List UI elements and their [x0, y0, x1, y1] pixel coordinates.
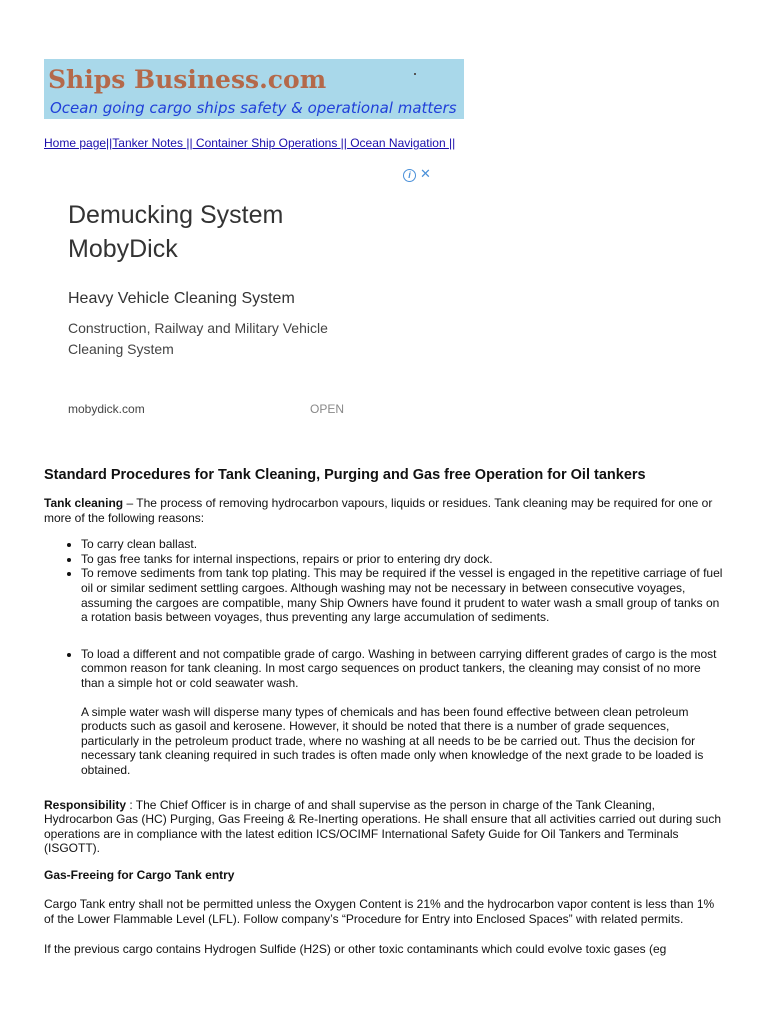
- responsibility-text: : The Chief Officer is in charge of and shall supervise as the person in charge of the Tank Cleaning, Hydrocarbon Gas (HC) Purging, Gas Freeing & Re-Inerting operations. He shall ensure that all activities carried out during such operations are in compliance with the latest edition ICS/OCIMF International Safety Guide for Oil Tankers and Terminals (ISGOTT).: [44, 797, 721, 856]
- site-banner[interactable]: [44, 59, 464, 119]
- tank-cleaning-text: – The process of removing hydrocarbon vapours, liquids or residues. Tank cleaning may be required for one or more of the following reasons:: [44, 496, 713, 525]
- tank-cleaning-paragraph: [44, 496, 724, 525]
- reasons-list: [44, 537, 724, 625]
- info-icon[interactable]: i: [403, 169, 416, 182]
- list-item: [81, 647, 724, 778]
- list-spacer: [44, 625, 724, 647]
- ad-open-button[interactable]: OPEN: [310, 402, 345, 416]
- close-icon[interactable]: ✕: [420, 166, 431, 181]
- article-title: Standard Procedures for Tank Cleaning, Purging and Gas free Operation for Oil tankers: [44, 467, 646, 483]
- gas-freeing-heading-text: Gas-Freeing for Cargo Tank entry: [44, 867, 235, 882]
- nav-link-tanker-notes[interactable]: Tanker Notes: [112, 136, 187, 150]
- nav-separator: ||: [340, 136, 347, 150]
- top-navigation: [44, 136, 455, 150]
- nav-separator: ||: [106, 136, 113, 150]
- list-item: • To gas free tanks for internal inspections, repairs or prior to entering dry dock.: [81, 552, 724, 567]
- nav-separator: ||: [448, 136, 456, 150]
- gas-freeing-paragraph: Cargo Tank entry shall not be permitted unless the Oxygen Content is 21% and the hydrocarbon vapor content is less than 1% of the Lower Flammable Level (LFL). Follow company’s “Procedure for Entry into Enclosed Spaces” with related permits.: [44, 897, 715, 927]
- ad-domain[interactable]: mobydick.com: [68, 402, 145, 416]
- section-spacer: [44, 778, 724, 798]
- article: [44, 466, 724, 968]
- previous-cargo-paragraph: If the previous cargo contains Hydrogen Sulfide (H2S) or other toxic contaminants which could evolve toxic gases (eg: [44, 941, 667, 956]
- nav-link-home[interactable]: Home page: [44, 136, 107, 150]
- nav-separator: ||: [186, 136, 193, 150]
- nav-link-container-ship-operations[interactable]: Container Ship Operations: [192, 136, 341, 150]
- ad-controls: [403, 166, 435, 182]
- tank-cleaning-label: Tank cleaning: [44, 496, 124, 510]
- reason-grade-followup: A simple water wash will disperse many types of chemicals and has been found effective between clean petroleum products such as gasoil and kerosene. However, it should be noted that there is a number of grade sequences, particularly in the petroleum product trade, where no washing at all needs to be be carried out. Thus the decision for necessary tank cleaning required in such trades is often made only when knowledge of the next grade to be loaded is obtained.: [81, 704, 704, 777]
- ad-description: Construction, Railway and Military Vehicle Cleaning System: [68, 320, 328, 357]
- reasons-list-grade: [44, 647, 724, 778]
- gas-freeing-heading: [44, 868, 724, 883]
- banner-dot: [414, 73, 416, 75]
- ad-headline[interactable]: Demucking System MobyDick: [68, 201, 284, 263]
- site-title: Ships Business.com: [48, 65, 327, 94]
- reason-grade-text: To load a different and not compatible grade of cargo. Washing in between carrying different grades of cargo is the most common reason for tank cleaning. In most cargo sequences on product tankers, the cleaning may consist of no more than a simple hot or cold seawater wash.: [81, 646, 717, 690]
- nav-link-ocean-navigation[interactable]: Ocean Navigation: [346, 136, 449, 150]
- list-item: • To carry clean ballast.: [81, 537, 724, 552]
- site-tagline: Ocean going cargo ships safety & operational matters: [50, 99, 457, 117]
- responsibility-label: Responsibility: [44, 797, 127, 812]
- responsibility-paragraph: [44, 798, 724, 856]
- ad-subheadline[interactable]: Heavy Vehicle Cleaning System: [68, 290, 295, 307]
- list-item: • To remove sediments from tank top plating. This may be required if the vessel is engaged in the repetitive carriage of fuel oil or similar sediment settling cargoes. Although washing may not be necessary in between consecutive voyages, assuming the cargoes are compatible, many Ship Owners have found it prudent to water wash a small group of tanks on a rotation basis between voyages, thus preventing any large accumulation of sediments.: [81, 566, 724, 624]
